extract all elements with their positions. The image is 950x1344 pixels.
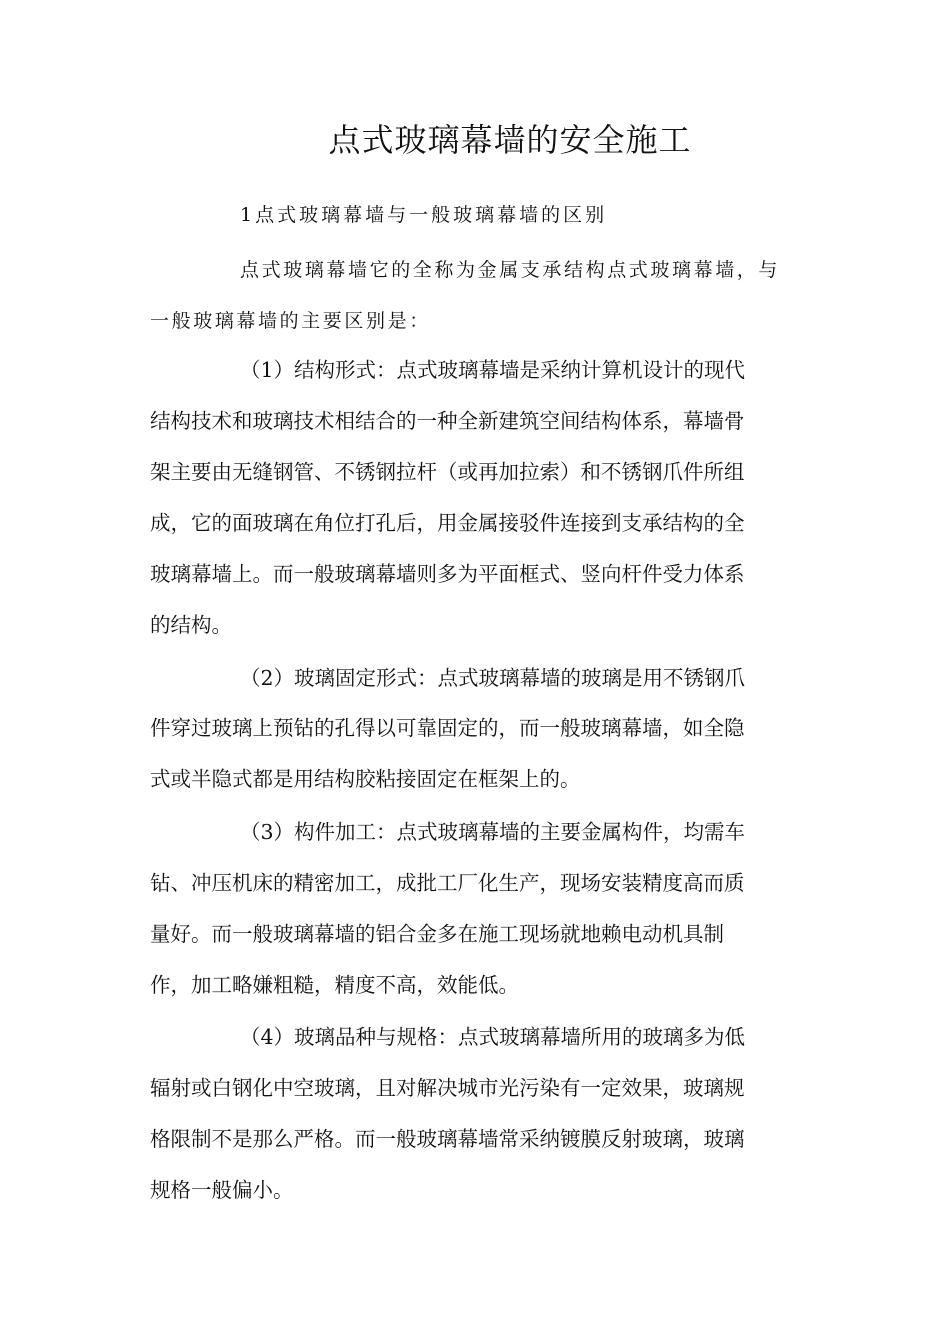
intro-line: 一般玻璃幕墙的主要区别是： bbox=[150, 310, 431, 332]
item-1-line: 结构技术和玻璃技术相结合的一种全新建筑空间结构体系，幕墙骨 bbox=[150, 409, 745, 433]
document-title: 点式玻璃幕墙的安全施工 bbox=[328, 121, 692, 159]
item-1-line: 的结构。 bbox=[150, 613, 232, 637]
item-1-line: （1）结构形式：点式玻璃幕墙是采纳计算机设计的现代 bbox=[240, 358, 746, 382]
item-2-line: （2）玻璃固定形式：点式玻璃幕墙的玻璃是用不锈钢爪 bbox=[240, 666, 746, 690]
item-4-line: （4）玻璃品种与规格：点式玻璃幕墙所用的玻璃多为低 bbox=[240, 1025, 746, 1049]
item-3-line: 量好。而一般玻璃幕墙的铝合金多在施工现场就地赖电动机具制 bbox=[150, 922, 724, 946]
item-3-line: （3）构件加工：点式玻璃幕墙的主要金属构件，均需车 bbox=[240, 820, 746, 844]
item-1-line: 成，它的面玻璃在角位打孔后，用金属接驳件连接到支承结构的全 bbox=[150, 511, 745, 535]
section-heading: 1点式玻璃幕墙与一般玻璃幕墙的区别 bbox=[240, 204, 608, 226]
item-2-line: 件穿过玻璃上预钻的孔得以可靠固定的，而一般玻璃幕墙，如全隐 bbox=[150, 716, 745, 740]
item-1-line: 架主要由无缝钢管、不锈钢拉杆（或再加拉索）和不锈钢爪件所组 bbox=[150, 460, 745, 484]
item-3-line: 作，加工略嫌粗糙，精度不高，效能低。 bbox=[150, 973, 519, 997]
item-1-line: 玻璃幕墙上。而一般玻璃幕墙则多为平面框式、竖向杆件受力体系 bbox=[150, 562, 745, 586]
item-4-line: 格限制不是那么严格。而一般玻璃幕墙常采纳镀膜反射玻璃，玻璃 bbox=[150, 1127, 745, 1151]
item-4-line: 辐射或白钢化中空玻璃，且对解决城市光污染有一定效果，玻璃规 bbox=[150, 1076, 745, 1100]
item-4-line: 规格一般偏小。 bbox=[150, 1178, 294, 1202]
intro-line: 点式玻璃幕墙它的全称为金属支承结构点式玻璃幕墙，与 bbox=[240, 259, 781, 281]
item-3-line: 钻、冲压机床的精密加工，成批工厂化生产，现场安装精度高而质 bbox=[150, 871, 745, 895]
item-2-line: 式或半隐式都是用结构胶粘接固定在框架上的。 bbox=[150, 767, 581, 791]
